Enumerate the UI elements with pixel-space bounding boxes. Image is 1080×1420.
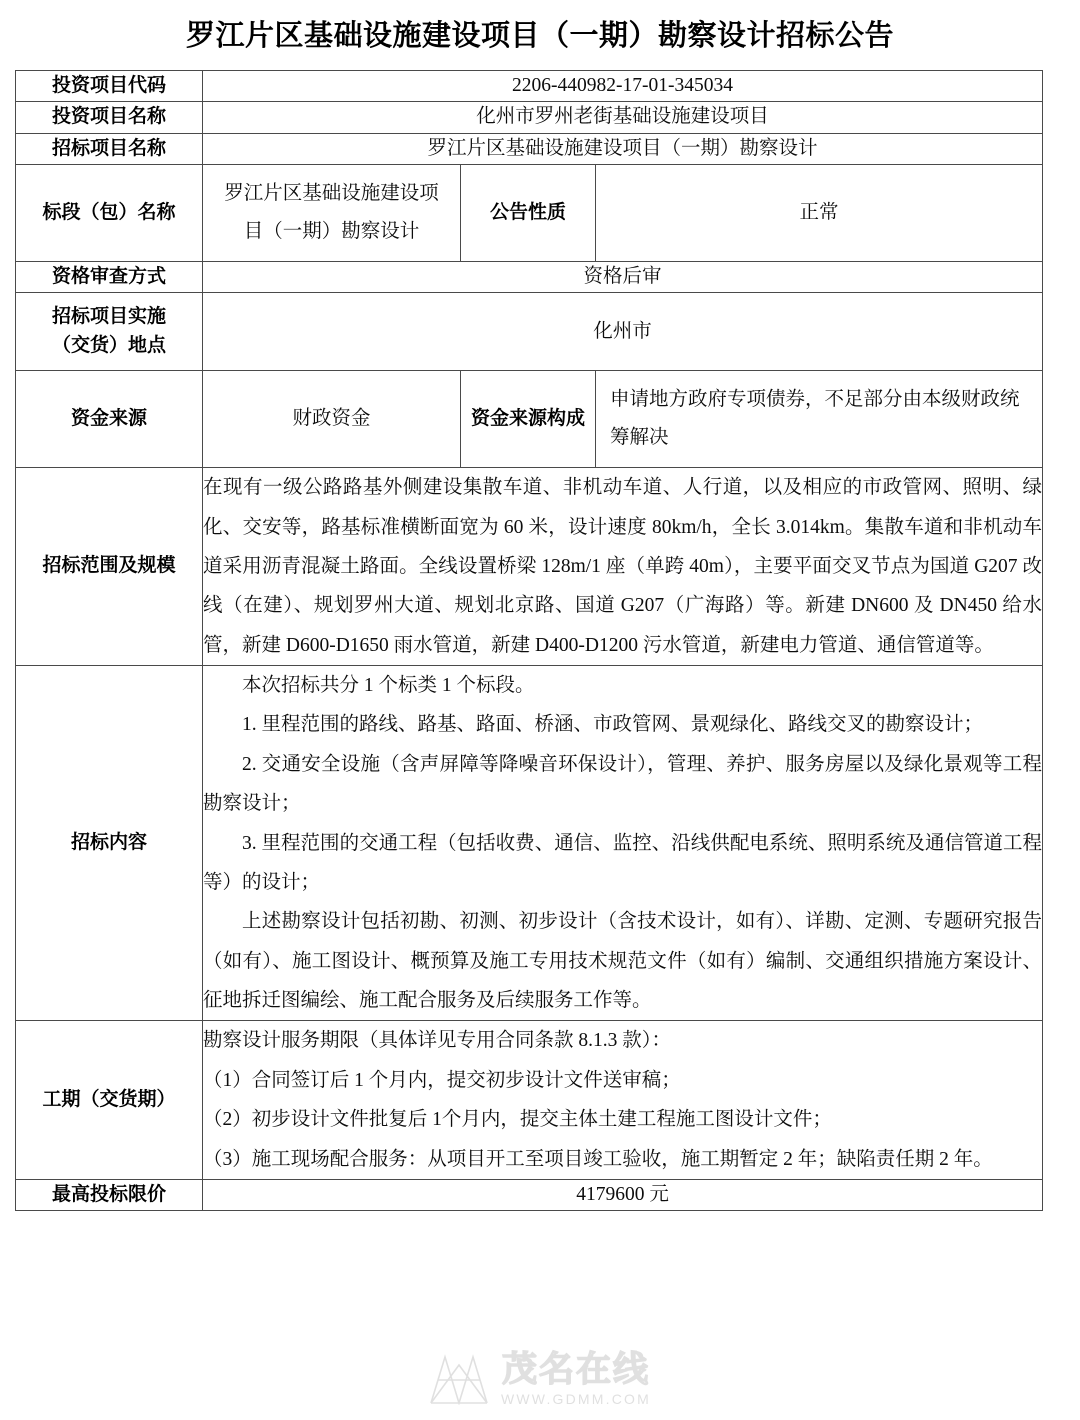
row-label-tender-project-name: 招标项目名称 [16,133,203,164]
table-row-funding-source [16,371,1043,468]
row-label-investment-code: 投资项目代码 [16,71,203,102]
duration-item-2: （2）初步设计文件批复后 1个月内，提交主体土建工程施工图设计文件； [203,1109,832,1131]
table-row-investment-name [16,102,1043,133]
row-label-investment-name: 投资项目名称 [16,102,203,133]
row-value-max-bid-price: 4179600 元 [203,1179,1043,1210]
row-value-investment-code: 2206-440982-17-01-345034 [203,71,1043,102]
scope-paragraph: 在现有一级公路路基外侧建设集散车道、非机动车道、人行道，以及相应的市政管网、照明、绿化、交安等，路基标准横断面宽为 60 米，设计速度 80km/h，全长 3.014km。集散车道和非机动车道采用沥青混凝土路面。全线设置桥梁 128m/1 座（单跨 40m），主要平面交叉节点为国道 G207 改线（在建）、规划罗州大道、规划北京路、国道 G207（广海路）等。新建 DN600 及 DN450 给水管，新建 D600-D1650 雨水管道，新建 D400-D1200 污水管道，新建电力管道、通信管道等。 [203,477,1043,656]
row-label-funding-source: 资金来源 [16,371,203,468]
row-value-funding-composition: 申请地方政府专项债券，不足部分由本级财政统筹解决 [596,371,1043,468]
watermark-logo-icon [429,1353,491,1405]
row-label-max-bid-price: 最高投标限价 [16,1179,203,1210]
row-value-implementation-place: 化州市 [203,293,1043,371]
table-row-max-bid-price [16,1179,1043,1210]
row-value-duration [203,1021,1043,1180]
duration-intro: 勘察设计服务期限（具体详见专用合同条款 8.1.3 款）： [203,1030,672,1052]
table-row-qualification-review [16,261,1043,292]
row-value-tender-content [203,666,1043,1021]
announcement-table-wrapper [15,70,1042,1211]
row-label-implementation-place-line2: （交货）地点 [51,334,166,356]
row-value-investment-name: 化州市罗州老街基础设施建设项目 [203,102,1043,133]
row-label-tender-content: 招标内容 [16,666,203,1021]
tender-content-item-2: 2. 交通安全设施（含声屏障等降噪音环保设计），管理、养护、服务房屋以及绿化景观等工程勘察设计； [203,753,1043,815]
table-row-tender-project-name [16,133,1043,164]
row-label-funding-composition: 资金来源构成 [461,371,596,468]
row-label-scope-and-scale: 招标范围及规模 [16,468,203,666]
row-value-funding-source: 财政资金 [203,371,461,468]
row-label-section-name: 标段（包）名称 [16,164,203,261]
row-value-notice-nature: 正常 [596,164,1043,261]
announcement-table [15,70,1043,1211]
row-value-scope-and-scale [203,468,1043,666]
row-label-implementation-place [16,293,203,371]
duration-item-3: （3）施工现场配合服务：从项目开工至项目竣工验收，施工期暂定 2 年；缺陷责任期 2 年。 [203,1148,993,1170]
table-row-section-name [16,164,1043,261]
row-label-qualification-review: 资格审查方式 [16,261,203,292]
tender-content-intro: 本次招标共分 1 个标类 1 个标段。 [242,675,535,697]
watermark-brand-name: 茂名在线 [501,1350,650,1389]
table-row-implementation-place [16,293,1043,371]
row-label-implementation-place-line1: 招标项目实施 [51,306,166,328]
row-value-section-name: 罗江片区基础设施建设项目（一期）勘察设计 [203,164,461,261]
tender-content-item-3: 3. 里程范围的交通工程（包括收费、通信、监控、沿线供配电系统、照明系统及通信管道工程等）的设计； [203,832,1043,893]
tender-content-summary: 上述勘察设计包括初勘、初测、初步设计（含技术设计，如有）、详勘、定测、专题研究报告（如有）、施工图设计、概预算及施工专用技术规范文件（如有）编制、交通组织措施方案设计、征地拆迁图编绘、施工配合服务及后续服务工作等。 [203,911,1043,1012]
row-label-duration: 工期（交货期） [16,1021,203,1180]
watermark-brand-url: WWW.GDMM.COM [500,1391,652,1407]
site-watermark [0,1340,1080,1418]
row-value-tender-project-name: 罗江片区基础设施建设项目（一期）勘察设计 [203,133,1043,164]
table-row-tender-content [16,666,1043,1021]
tender-content-item-1: 1. 里程范围的路线、路基、路面、桥涵、市政管网、景观绿化、路线交叉的勘察设计； [242,714,984,736]
row-label-notice-nature: 公告性质 [461,164,596,261]
page-title: 罗江片区基础设施建设项目（一期）勘察设计招标公告 [185,20,894,52]
duration-item-1: （1）合同签订后 1 个月内，提交初步设计文件送审稿； [203,1069,681,1091]
table-row-investment-code [16,71,1043,102]
row-value-qualification-review: 资格后审 [203,261,1043,292]
table-row-scope-and-scale [16,468,1043,666]
table-row-duration [16,1021,1043,1180]
